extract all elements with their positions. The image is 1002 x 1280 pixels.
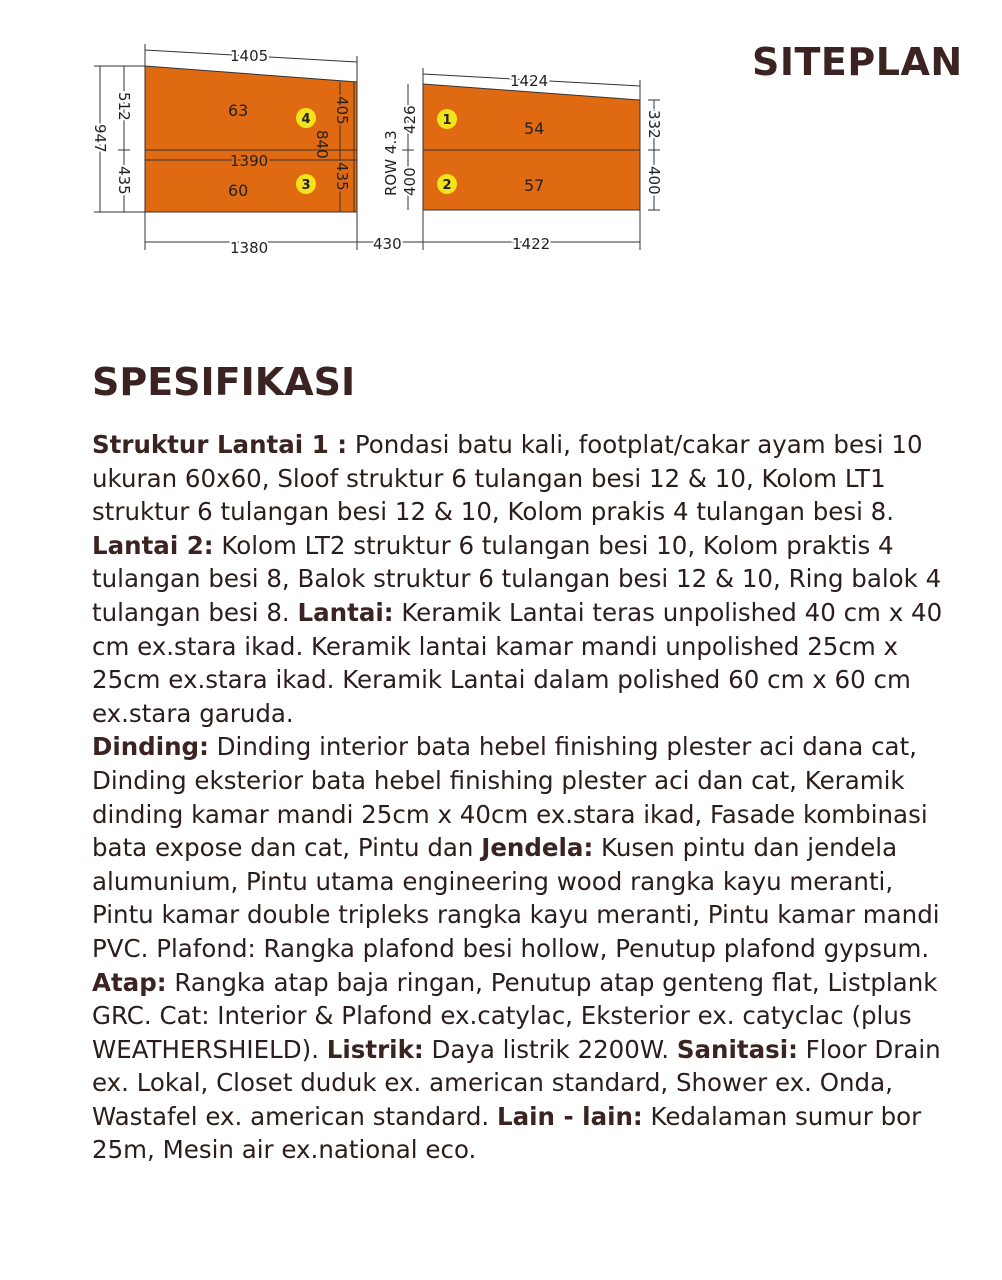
dim-inner-upper-left: 405 <box>333 96 351 125</box>
lot-area-60: 60 <box>228 181 249 200</box>
dim-inner-mid: 840 <box>313 130 331 159</box>
dim-right-upper: 332 <box>645 110 663 139</box>
spec-body <box>92 428 962 1167</box>
lot-area-54: 54 <box>524 119 545 138</box>
spec-text-dinding: Dinding interior bata hebel finishing plester aci dana cat, Dinding eksterior bata hebel finishing plester aci dan cat, Keramik dinding kamar mandi 25cm x 40cm ex.stara ikad, Fasade kombinasi bata expose dan cat, Pintu dan <box>92 732 928 863</box>
lot-number-1: 1 <box>442 113 452 128</box>
spec-text-atap: Rangka atap baja ringan, Penutup atap genteng flat, Listplank GRC. Cat: Interior & Plafond ex.catylac, Eksterior ex. catyclac (plus WEATHERSHIELD). <box>92 967 938 1064</box>
spec-text-sanitasi: Floor Drain ex. Lokal, Closet duduk ex. american standard, Shower ex. Onda, Wastafel ex. american standard. <box>92 1034 941 1131</box>
spec-label-sanitasi: Sanitasi: <box>676 1034 798 1064</box>
spec-text-listrik: Daya listrik 2200W. <box>423 1034 677 1064</box>
spec-text-jendela: Kusen pintu dan jendela alumunium, Pintu utama engineering wood rangka kayu meranti, Pintu kamar double tripleks rangka kayu meranti, Pintu kamar mandi PVC. Plafond: Rangka plafond besi hollow, Penutup plafond gypsum. <box>92 833 940 963</box>
siteplan-title: SITEPLAN <box>752 40 963 84</box>
dim-top-right: 1424 <box>510 72 549 90</box>
spec-label-listrik: Listrik: <box>326 1034 424 1064</box>
dim-left-lower: 435 <box>115 166 133 195</box>
spec-label-lain-lain: Lain - lain: <box>496 1101 643 1131</box>
lot-area-57: 57 <box>524 176 545 195</box>
row-label: ROW 4.3 <box>382 130 400 196</box>
dim-bottom-left: 1380 <box>230 239 269 257</box>
dim-mid-left: 1390 <box>230 152 269 170</box>
dim-inner-lower-left: 435 <box>333 162 351 191</box>
spec-title: SPESIFIKASI <box>92 360 356 404</box>
dim-inner-upper-right: 426 <box>401 105 419 134</box>
spec-label-lantai: Lantai: <box>297 597 394 627</box>
spec-text-struktur-lantai-1: Pondasi batu kali, footplat/cakar ayam besi 10 ukuran 60x60, Sloof struktur 6 tulangan besi 12 & 10, Kolom LT1 struktur 6 tulangan besi 12 & 10, Kolom prakis 4 tulangan besi 8. <box>92 430 923 527</box>
spec-text-lain-lain: Kedalaman sumur bor 25m, Mesin air ex.national eco. <box>92 1101 922 1165</box>
spec-label-dinding: Dinding: <box>92 732 209 762</box>
spec-label-struktur-lantai-1: Struktur Lantai 1 : <box>92 430 348 459</box>
spec-text-lantai: Keramik Lantai teras unpolished 40 cm x 40 cm ex.stara ikad. Keramik lantai kamar mandi unpolished 25cm x 25cm ex.stara ikad. Keramik Lantai dalam polished 60 cm x 60 cm ex.stara garuda. <box>92 597 943 728</box>
dim-top-left: 1405 <box>230 47 269 65</box>
dim-bottom-gap: 430 <box>373 235 402 253</box>
dim-right-lower: 400 <box>645 166 663 195</box>
dim-left-total: 947 <box>91 124 109 153</box>
spec-text-lantai-2: Kolom LT2 struktur 6 tulangan besi 10, Kolom praktis 4 tulangan besi 8, Balok struktur 6 tulangan besi 12 & 10, Ring balok 4 tulangan besi 8. <box>92 530 942 627</box>
lot-area-63: 63 <box>228 101 249 120</box>
lot-number-3: 3 <box>301 178 311 193</box>
dim-bottom-right: 1422 <box>512 235 551 253</box>
spec-label-lantai-2: Lantai 2: <box>92 530 214 560</box>
spec-label-atap: Atap: <box>92 967 167 997</box>
lot-number-4: 4 <box>301 112 311 127</box>
lot-number-2: 2 <box>442 178 452 193</box>
dim-inner-lower-right: 400 <box>401 167 419 196</box>
site-plan-drawing <box>0 0 700 270</box>
dim-left-upper: 512 <box>115 92 133 121</box>
spec-label-jendela: Jendela: <box>481 833 594 863</box>
